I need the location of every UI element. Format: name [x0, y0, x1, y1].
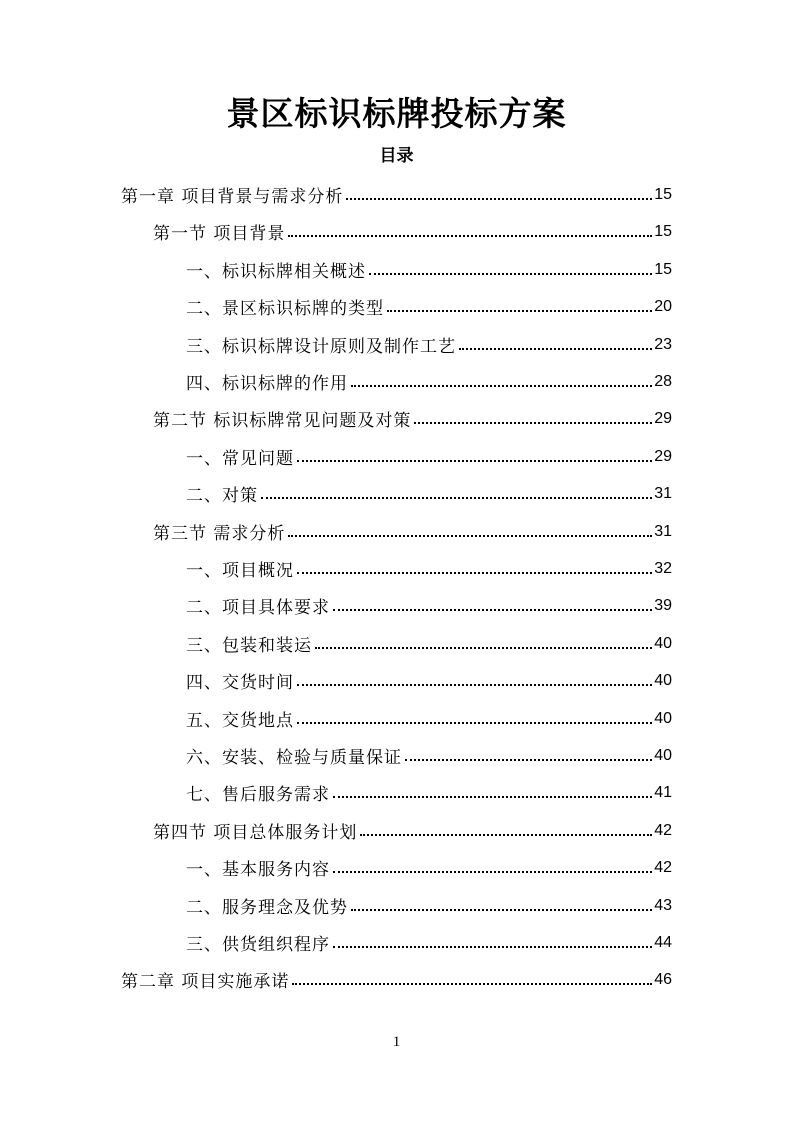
toc-entry-page: 20 — [654, 297, 672, 315]
toc-dot-leader — [288, 535, 652, 537]
toc-entry-title: 四、交货时间 — [186, 673, 294, 693]
toc-entry-title: 二、对策 — [186, 486, 258, 506]
toc-dot-leader — [261, 497, 652, 499]
toc-entry[interactable] — [153, 812, 672, 849]
toc-dot-leader — [351, 909, 652, 911]
toc-entry-page: 39 — [654, 596, 672, 614]
toc-entry-page: 15 — [654, 185, 672, 203]
toc-entry-page: 46 — [654, 970, 672, 988]
toc-entry[interactable] — [186, 550, 672, 587]
document-title: 景区标识标牌投标方案 — [226, 94, 567, 133]
toc-dot-leader — [333, 609, 652, 611]
toc-dot-leader — [297, 722, 652, 724]
toc-dot-leader — [288, 235, 652, 237]
toc-entry[interactable] — [186, 438, 672, 475]
toc-entry[interactable] — [186, 737, 672, 774]
toc-dot-leader — [297, 460, 652, 462]
toc-entry[interactable] — [186, 288, 672, 325]
toc-entry-title: 一、项目概况 — [186, 561, 294, 581]
toc-entry-page: 40 — [654, 634, 672, 652]
toc-entry-title: 第一节 项目背景 — [153, 224, 286, 244]
toc-entry-title: 一、常见问题 — [186, 449, 294, 469]
toc-entry[interactable] — [153, 513, 672, 550]
toc-dot-leader — [297, 572, 652, 574]
toc-entry-title: 第三节 需求分析 — [153, 524, 286, 544]
toc-dot-leader — [405, 759, 652, 761]
toc-entry-title: 二、景区标识标牌的类型 — [186, 299, 384, 319]
toc-entry-page: 42 — [654, 821, 672, 839]
toc-entry[interactable] — [186, 363, 672, 400]
toc-entry[interactable] — [186, 700, 672, 737]
toc-entry-title: 一、标识标牌相关概述 — [186, 262, 366, 282]
toc-entry[interactable] — [186, 662, 672, 699]
toc-entry[interactable] — [186, 849, 672, 886]
toc-entry-title: 二、服务理念及优势 — [186, 898, 348, 918]
toc-entry[interactable] — [153, 400, 672, 437]
toc-entry-title: 四、标识标牌的作用 — [186, 374, 348, 394]
toc-dot-leader — [414, 422, 652, 424]
toc-entry[interactable] — [186, 587, 672, 624]
toc-dot-leader — [333, 946, 652, 948]
toc-entry-title: 三、供货组织程序 — [186, 935, 330, 955]
toc-entry-title: 第二章 项目实施承诺 — [121, 972, 290, 992]
toc-dot-leader — [315, 647, 652, 649]
toc-entry[interactable] — [186, 887, 672, 924]
toc-entry-title: 第一章 项目背景与需求分析 — [121, 187, 344, 207]
toc-entry-page: 42 — [654, 858, 672, 876]
toc-dot-leader — [369, 273, 652, 275]
toc-entry-title: 三、标识标牌设计原则及制作工艺 — [186, 337, 456, 357]
toc-entry[interactable] — [186, 625, 672, 662]
toc-entry-page: 41 — [654, 783, 672, 801]
toc-entry-page: 44 — [654, 933, 672, 951]
toc-entry[interactable] — [186, 251, 672, 288]
toc-entry[interactable] — [153, 213, 672, 250]
toc-entry-page: 43 — [654, 896, 672, 914]
toc-entry-page: 23 — [654, 335, 672, 353]
toc-entry-page: 40 — [654, 671, 672, 689]
toc-entry-title: 一、基本服务内容 — [186, 860, 330, 880]
toc-entry[interactable] — [121, 961, 672, 998]
toc-entry-page: 29 — [654, 409, 672, 427]
toc-dot-leader — [360, 834, 652, 836]
toc-entry-title: 五、交货地点 — [186, 711, 294, 731]
toc-dot-leader — [351, 385, 652, 387]
toc-dot-leader — [297, 684, 652, 686]
toc-entry[interactable] — [121, 176, 672, 213]
page-number: 1 — [392, 1034, 401, 1050]
toc-entry-page: 28 — [654, 372, 672, 390]
toc-dot-leader — [346, 198, 652, 200]
toc-entry-page: 40 — [654, 746, 672, 764]
toc-dot-leader — [387, 310, 652, 312]
toc-entry-title: 六、安装、检验与质量保证 — [186, 748, 402, 768]
toc-dot-leader — [292, 983, 652, 985]
toc-entry[interactable] — [186, 924, 672, 961]
toc-entry-page: 32 — [654, 559, 672, 577]
toc-entry-title: 第二节 标识标牌常见问题及对策 — [153, 411, 412, 431]
toc-entry-title: 七、售后服务需求 — [186, 785, 330, 805]
toc-entry[interactable] — [186, 774, 672, 811]
toc-entry-title: 二、项目具体要求 — [186, 598, 330, 618]
toc-entry-title: 三、包装和装运 — [186, 636, 312, 656]
toc-entry-page: 31 — [654, 484, 672, 502]
toc-entry[interactable] — [186, 326, 672, 363]
toc-dot-leader — [333, 796, 652, 798]
toc-heading: 目录 — [379, 146, 414, 166]
toc-entry[interactable] — [186, 475, 672, 512]
toc-entry-page: 15 — [654, 260, 672, 278]
toc-entry-title: 第四节 项目总体服务计划 — [153, 823, 358, 843]
toc-dot-leader — [459, 348, 652, 350]
toc-entry-page: 29 — [654, 447, 672, 465]
toc-dot-leader — [333, 871, 652, 873]
toc-entry-page: 15 — [654, 222, 672, 240]
toc-entry-page: 31 — [654, 522, 672, 540]
toc-entry-page: 40 — [654, 709, 672, 727]
